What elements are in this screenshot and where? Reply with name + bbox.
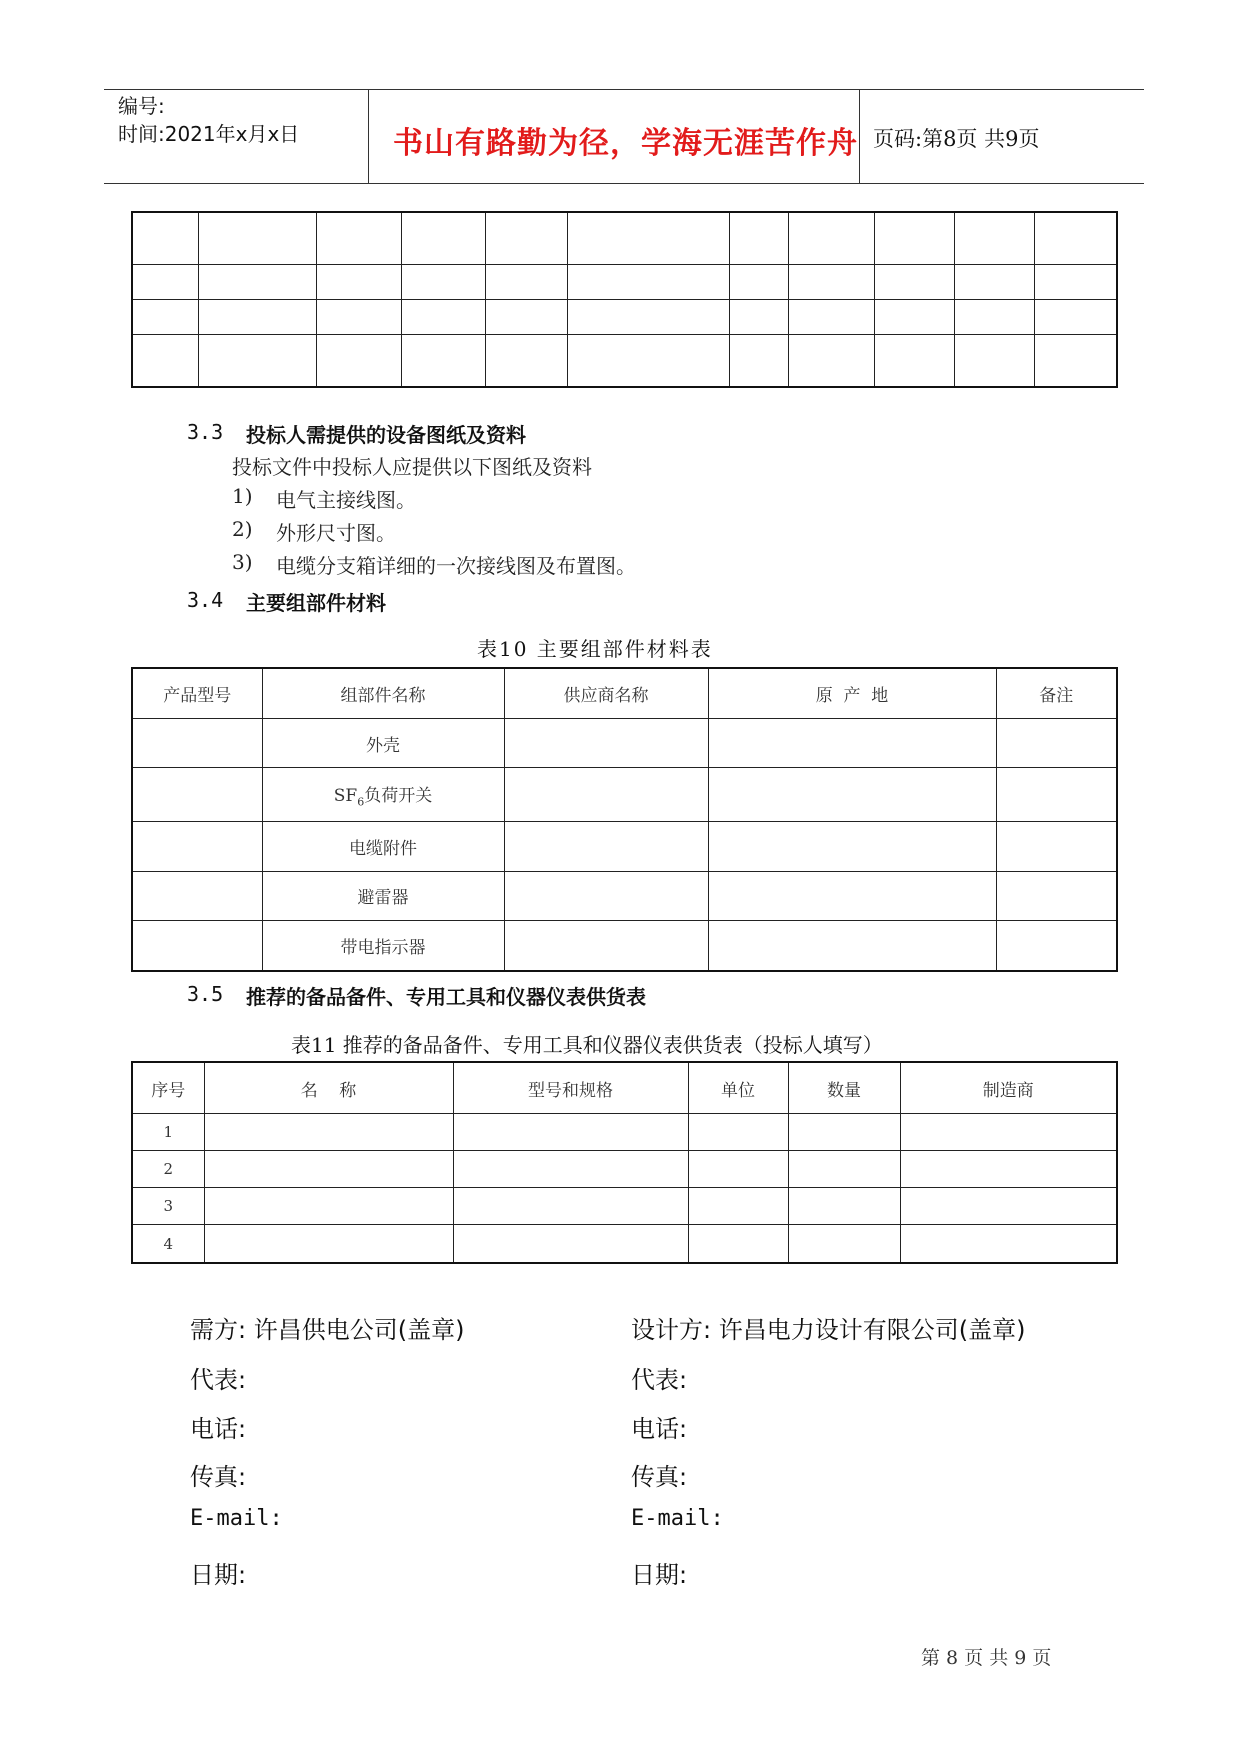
header-page-info: 页码:第8页 共9页 [873, 127, 1040, 151]
row-number: 2 [132, 1151, 204, 1188]
column-header: 组部件名称 [262, 668, 504, 718]
column-header: 单位 [688, 1062, 788, 1114]
spare-parts-table [131, 1061, 1118, 1264]
column-header: 序号 [132, 1062, 204, 1114]
component-name: 避雷器 [262, 871, 504, 920]
designer-phone-label: 电话: [631, 1415, 688, 1443]
table-row [132, 921, 1117, 971]
header-divider [859, 90, 860, 183]
table-row [132, 335, 1117, 388]
continued-table [131, 211, 1118, 388]
table-row [132, 1114, 1117, 1151]
list-item-number: 1) [232, 484, 253, 508]
section-title: 投标人需提供的设备图纸及资料 [246, 423, 526, 447]
table-row [132, 768, 1117, 822]
buyer-phone-label: 电话: [190, 1415, 247, 1443]
header-divider [368, 90, 369, 183]
column-header: 原 产 地 [708, 668, 996, 718]
row-number: 3 [132, 1188, 204, 1225]
column-header: 名 称 [204, 1062, 453, 1114]
list-item-number: 2) [232, 517, 253, 541]
section-number: 3.3 [187, 420, 224, 444]
table-row [132, 265, 1117, 300]
list-item: 电缆分支箱详细的一次接线图及布置图。 [276, 554, 636, 578]
designer-date-label: 日期: [631, 1561, 688, 1589]
list-item: 电气主接线图。 [276, 488, 416, 512]
column-header: 数量 [788, 1062, 900, 1114]
section-number: 3.4 [187, 588, 224, 612]
component-name: 电缆附件 [262, 822, 504, 871]
row-number: 4 [132, 1225, 204, 1263]
document-time-label: 时间:2021年x月x日 [118, 122, 300, 146]
section-title: 主要组部件材料 [246, 591, 386, 615]
section-intro: 投标文件中投标人应提供以下图纸及资料 [232, 455, 592, 479]
column-header: 制造商 [900, 1062, 1117, 1114]
column-header: 供应商名称 [504, 668, 708, 718]
table-row [132, 822, 1117, 871]
buyer-date-label: 日期: [190, 1561, 247, 1589]
table-row [132, 212, 1117, 265]
component-name: 带电指示器 [262, 921, 504, 971]
designer-email-label: E-mail: [631, 1506, 724, 1531]
designer-fax-label: 传真: [631, 1463, 688, 1491]
column-header: 备注 [996, 668, 1117, 718]
column-header: 产品型号 [132, 668, 262, 718]
table-header-row [132, 1062, 1117, 1114]
table-caption: 表11 推荐的备品备件、专用工具和仪器仪表供货表（投标人填写） [291, 1033, 883, 1057]
list-item-number: 3) [232, 550, 253, 574]
buyer-fax-label: 传真: [190, 1463, 247, 1491]
document-number-label: 编号: [118, 94, 165, 118]
list-item: 外形尺寸图。 [276, 521, 396, 545]
materials-table [131, 667, 1118, 972]
buyer-email-label: E-mail: [190, 1506, 283, 1531]
section-title: 推荐的备品备件、专用工具和仪器仪表供货表 [246, 985, 646, 1009]
row-number: 1 [132, 1114, 204, 1151]
table-row [132, 1151, 1117, 1188]
table-row [132, 718, 1117, 767]
page-footer: 第 8 页 共 9 页 [921, 1647, 1052, 1669]
table-header-row [132, 668, 1117, 718]
designer-party: 设计方: 许昌电力设计有限公司(盖章) [631, 1316, 1026, 1344]
component-name: $SF_6$负荷开关 [262, 768, 504, 822]
header-slogan: 书山有路勤为径，学海无涯苦作舟 [393, 126, 858, 161]
column-header: 型号和规格 [453, 1062, 688, 1114]
component-name: 外壳 [262, 718, 504, 767]
table-row [132, 300, 1117, 335]
section-number: 3.5 [187, 982, 224, 1006]
table-caption: 表10 主要组部件材料表 [477, 637, 713, 661]
buyer-party: 需方: 许昌供电公司(盖章) [190, 1316, 465, 1344]
table-row [132, 871, 1117, 920]
table-row [132, 1225, 1117, 1263]
table-row [132, 1188, 1117, 1225]
buyer-representative-label: 代表: [190, 1366, 247, 1394]
designer-representative-label: 代表: [631, 1366, 688, 1394]
